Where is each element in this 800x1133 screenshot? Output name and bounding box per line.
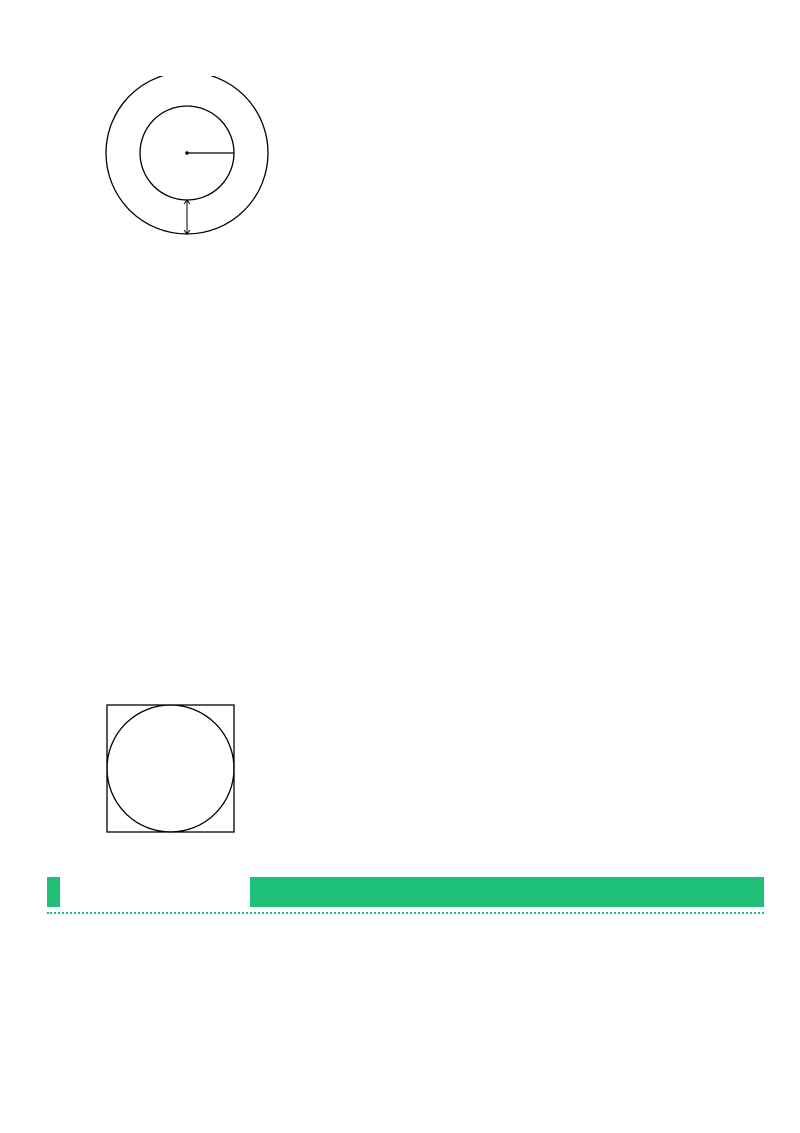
annulus-figure <box>100 76 280 242</box>
circle-rearrange-figure <box>103 563 293 615</box>
square-circle-figure <box>104 702 238 834</box>
inscribed-circle <box>107 705 234 832</box>
banner-left-panel <box>60 877 250 907</box>
divider <box>47 912 764 914</box>
breadcrumb <box>270 885 306 900</box>
